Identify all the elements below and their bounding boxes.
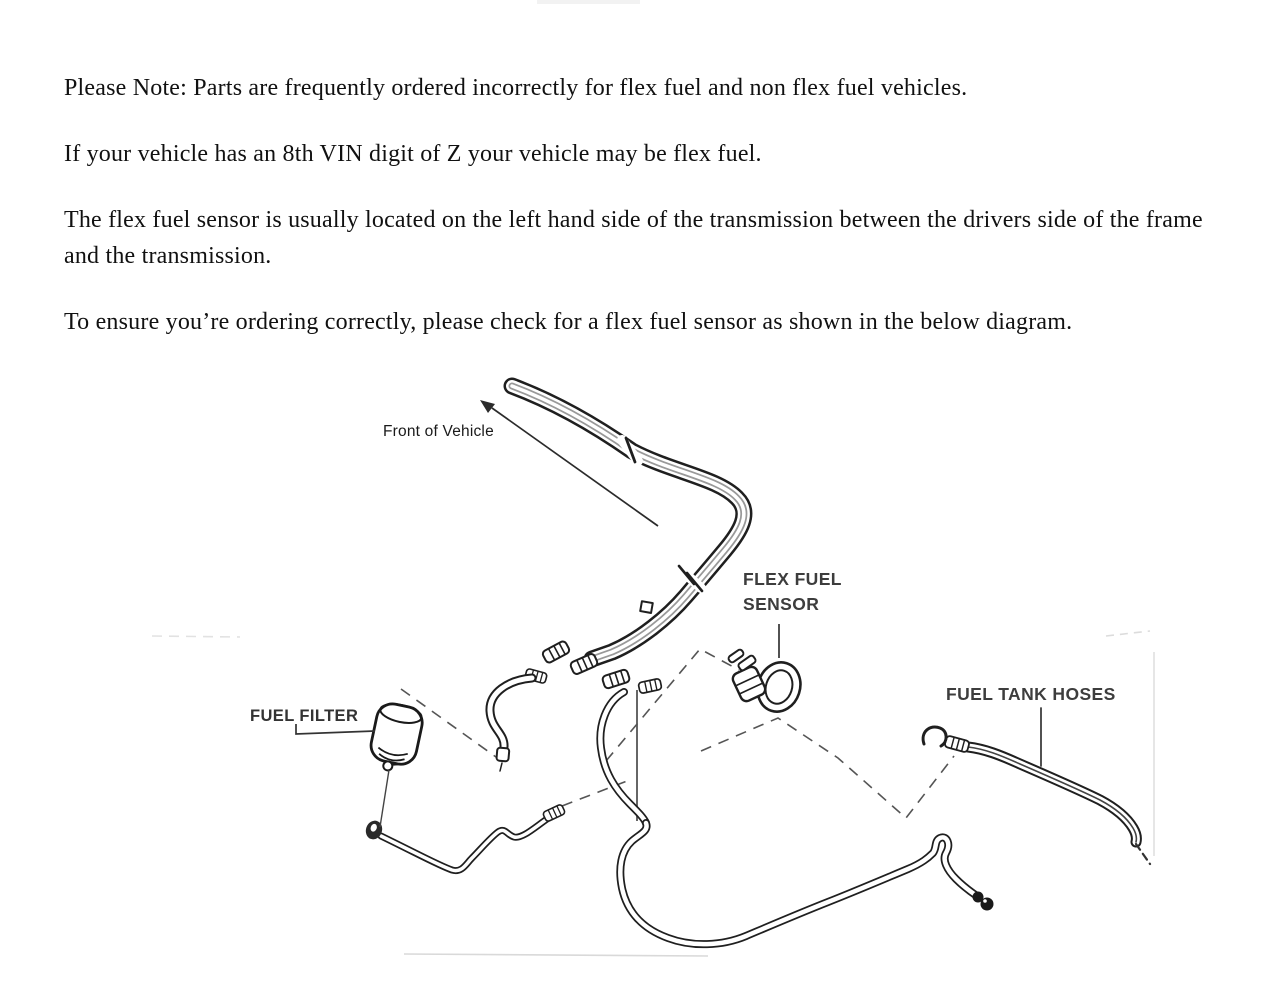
fuel-filter-label: FUEL FILTER — [250, 707, 359, 725]
lower-left-pipe — [363, 804, 565, 871]
line-clip — [640, 601, 653, 613]
notice-paragraph-4: To ensure you’re ordering correctly, please check for a flex fuel sensor as shown in the below diagram. — [64, 309, 1073, 335]
fuel-filter-leader — [296, 724, 375, 734]
s-curve-hose — [490, 678, 532, 771]
fuel-line-bundle — [512, 386, 744, 659]
quick-connect-fittings — [525, 640, 662, 694]
hose-curl-end — [923, 727, 946, 746]
s-hose-end-fitting — [496, 747, 509, 761]
lower-fuel-hose — [620, 823, 993, 944]
front-of-vehicle-label: Front of Vehicle — [383, 423, 494, 440]
hose-continuation-dashes — [1136, 844, 1150, 864]
up-left-arrow-icon — [480, 400, 495, 413]
flex-fuel-sensor-part — [727, 569, 841, 717]
center-drop-tube — [600, 692, 646, 823]
notice-paragraph-1: Please Note: Parts are frequently ordered incorrectly for flex fuel and non flex fuel vehicles. — [64, 75, 968, 101]
frame-dashed-line-right — [701, 718, 954, 818]
flex-fuel-sensor-label-line2: SENSOR — [743, 594, 820, 614]
fuel-tank-hoses-label: FUEL TANK HOSES — [946, 684, 1116, 704]
front-of-vehicle-arrow-line — [492, 408, 658, 526]
front-of-vehicle-annotation — [383, 400, 658, 526]
flex-fuel-sensor-label-line1: FLEX FUEL — [743, 569, 842, 589]
fuel-tank-hoses-part — [923, 684, 1150, 864]
notice-paragraph-3: The flex fuel sensor is usually located on the left hand side of the transmission between the drivers side of the frame and the transmission. — [64, 207, 1203, 269]
frame-dashed-line-mid — [606, 649, 739, 761]
frame-dashed-lines — [401, 649, 954, 818]
filter-drop-line — [380, 770, 389, 827]
fuel-filter-part — [250, 700, 425, 827]
notice-paragraph-2: If your vehicle has an 8th VIN digit of Z your vehicle may be flex fuel. — [64, 141, 762, 167]
